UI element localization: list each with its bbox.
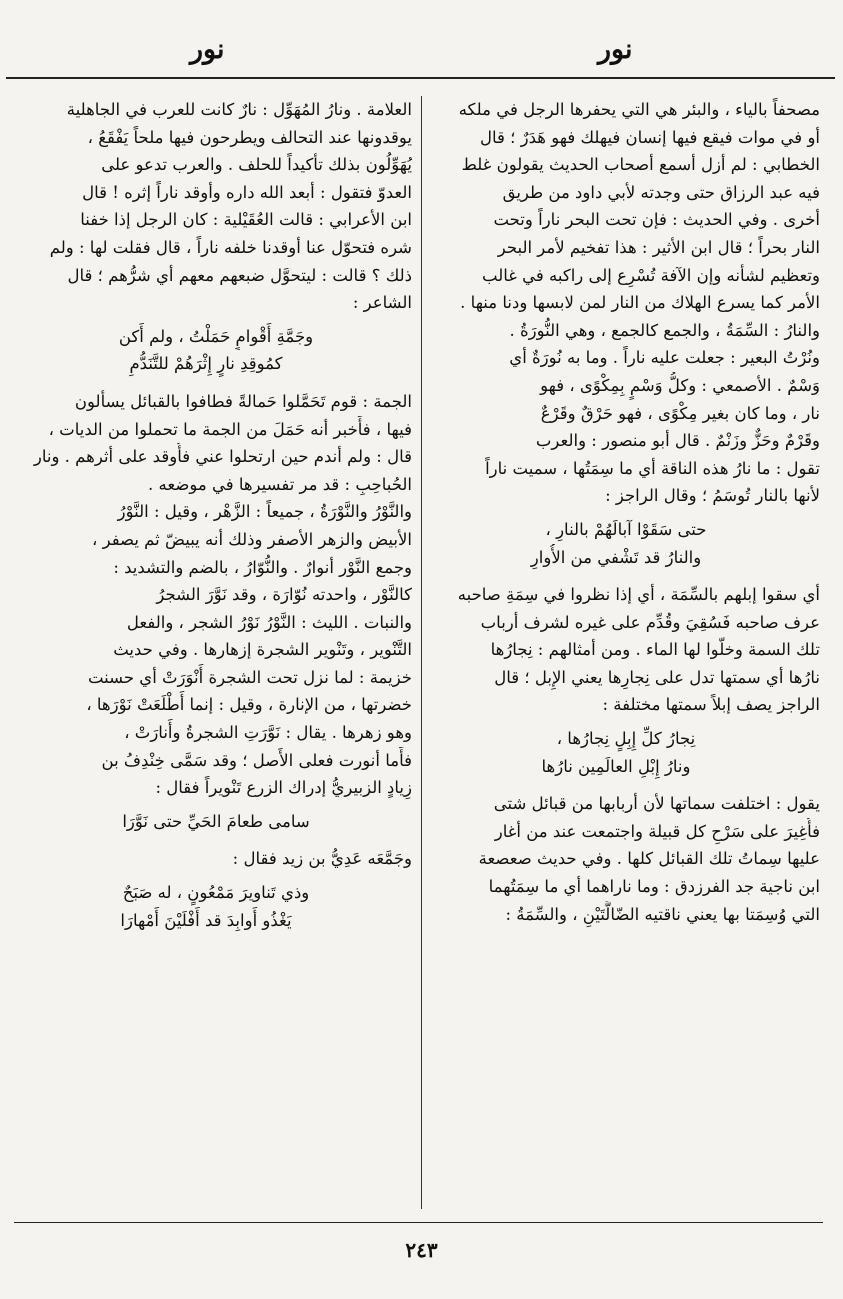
text-line: تقول : ما نارُ هذه الناقة أي ما سِمَتُها ، سميت ناراً: [485, 458, 820, 478]
verse-line: وذي تَناويرَ مَمْعُونٍ ، له صَبَحٌ: [122, 883, 310, 903]
text-line: والنبات . الليث : النَّوْرُ نَوْرُ الشجر ، والفعل: [126, 612, 412, 632]
text-line: ابن ناجية جد الفرزدق : وما ناراهما أي ما سِمَتُهما: [488, 877, 820, 897]
text-line: الخطابي : لم أزل أسمع أصحاب الحديث يقولون غلط: [461, 155, 820, 175]
text-line: ونُرْتُ البعير : جعلت عليه ناراً . وما به نُورَةٌ أي: [509, 348, 820, 368]
right-verse-2: [432, 725, 820, 780]
right-verse-1: [432, 516, 820, 571]
text-line: ابن الأعرابي : قالت العُقَيْلية : كان الرجل إذا خفنا: [80, 210, 412, 230]
text-line: الحُباحِبِ : قد مر تفسيرها في موضعه .: [148, 474, 412, 494]
verse-line: نِجارُ كلِّ إِبِلٍ نِجارُها ،: [556, 729, 696, 749]
verse-line: حتى سَقَوْا آبالَهُمْ بالنارِ ،: [545, 519, 707, 539]
left-para-1: [20, 96, 412, 317]
text-line: وقَرْمٌ وحَزٌّ وزَنْمٌ . قال أبو منصور : والعرب: [535, 431, 820, 451]
right-column: [432, 96, 820, 928]
text-line: يوقدونها عند التحالف ويطرحون فيها ملحاً يَفْقَعُ ،: [87, 127, 412, 147]
text-line: مصحفاً بالياء ، والبئر هي التي يحفرها الرجل في ملكه: [458, 100, 820, 119]
text-line: التَّنْوير ، وتَنْوير الشجرة إزهارها . وفي حديث: [113, 640, 412, 660]
text-line: الجمة : قوم تَحَمَّلوا حَمالةً فطافوا بالقبائل يسألون: [74, 391, 412, 411]
text-line: قال : ولم أندم حين ارتحلوا عني فأُوقد على أثرهم . ونار: [33, 447, 412, 467]
text-line: تلك السمة وخلّوا لها الماء . ومن أمثالهم : نِجارُها: [490, 640, 820, 660]
text-line: فيه عبد الرزاق حتى وجدته لأبي داود من طريق: [502, 182, 820, 202]
text-line: زِيادٍ الزبيريُّ إدراك الزرع تَنْويراً فقال :: [155, 778, 412, 798]
text-line: الأبيض والزهر الأصفر وذلك أنه يبيضّ ثم يصفر ،: [92, 529, 412, 549]
left-para-2: [20, 388, 412, 802]
column-divider: [421, 96, 422, 1209]
left-column: [20, 96, 412, 944]
header-word-right: نور: [598, 34, 633, 65]
text-line: وجَمَّعَه عَدِيُّ بن زيد فقال :: [232, 849, 412, 869]
top-rule: [6, 77, 835, 79]
page-number: ٢٤٣: [405, 1238, 438, 1262]
text-line: أي سقوا إبلهم بالسِّمَة ، أي إذا نظروا في سِمَةِ صاحبه: [457, 585, 820, 605]
text-line: نار ، وما كان بغير مِكْوًى ، فهو حَرْقٌ وقَرْعٌ: [540, 403, 820, 423]
text-line: الشاعر :: [352, 293, 412, 313]
right-para-2: [432, 581, 820, 719]
text-line: يقول : اختلفت سماتها لأن أربابها من قبائل شتى: [493, 794, 820, 814]
text-line: التي وُسِمَتا بها يعني ناقتيه الضّالَّتَيْنِ ، والسِّمَةُ :: [505, 904, 820, 924]
text-line: عرف صاحبه فَسُقِيَ وقُدِّم على غيره لشرف أرباب: [480, 612, 820, 632]
text-line: خزيمة : لما نزل تحت الشجرة أَنْوَرَتْ أي حسنت: [87, 667, 412, 687]
text-line: ذلك ؟ قالت : ليتحوَّل ضبعهم معهم أي شرُّهم ؛ قال: [67, 265, 412, 285]
text-line: الراجز يصف إبلاً سمتها مختلفة :: [602, 695, 820, 715]
text-line: أخرى . وفي الحديث : فإن تحت البحر ناراً وتحت: [493, 210, 820, 230]
text-line: عليها سِماتُ تلك القبائل كلها . وفي حديث صعصعة: [478, 849, 820, 869]
verse-line: والنارُ قد تَشْفي من الأُوارِ: [530, 547, 702, 567]
header-word-left: نور: [190, 34, 225, 65]
text-line: فأُغِيرَ على سَرْحِ كل قبيلة واجتمعت عند من أغار: [494, 821, 820, 841]
left-verse-3: [20, 879, 412, 934]
verse-line: ونارُ إِبْلِ العالَمِين نارُها: [541, 756, 691, 776]
verse-line: سامى طعامَ الحَيِّ حتى نَوَّرَا: [122, 811, 310, 831]
right-para-1: [432, 96, 820, 510]
text-line: نارُها أي سمتها تدل على نِجارِها يعني الإِبل ؛ قال: [494, 667, 820, 687]
text-line: شره فتحوّل عنا أوقدنا خلفه ناراً ، قال فقلت لها : ولم: [49, 237, 412, 257]
text-line: لأنها بالنار تُوسَمُ ؛ وقال الراجز :: [605, 486, 820, 506]
text-line: كالنَّوْر ، واحدته نُوّارَة ، وقد نَوَّرَ الشجرُ: [156, 585, 412, 605]
text-line: والنارُ : السِّمَةُ ، والجمع كالجمع ، وهي النُّورَةُ .: [509, 320, 820, 340]
bottom-rule: [14, 1222, 823, 1223]
text-line: فيها ، فأَخبر أنه حَمَلَ من الجمة ما تحملوا من الديات ،: [48, 419, 412, 439]
text-line: خضرتها ، من الإنارة ، وقيل : إنما أَطْلَعَتْ نَوْرَها ،: [86, 695, 412, 715]
text-line: العلامة . ونارُ المُهَوِّل : نارٌ كانت للعرب في الجاهلية: [66, 100, 412, 119]
verse-line: وجَمَّةِ أَقْوامٍ حَمَلْتُ ، ولم أَكن: [118, 326, 314, 346]
text-line: وَسْمٌ . الأصمعي : وكلُّ وَسْمٍ بِمِكْوًى ، فهو: [540, 375, 820, 395]
left-verse-2: [20, 808, 412, 836]
text-line: يُهَوِّلُون بذلك تأكيداً للحلف . والعرب تدعو على: [101, 155, 412, 175]
verse-line: كمُوقِدِ نارٍ إِثْرَهُمْ للتَّنَدُّمِ: [129, 354, 283, 374]
text-line: وجمع النَّوْر أنوارٌ . والنُّوّارُ ، بالضم والتشديد :: [113, 557, 412, 577]
text-line: فأَما أنورت فعلى الأَصل ؛ وقد سَمَّى خِنْدِفُ بن: [101, 750, 412, 770]
text-line: النار بحراً ؛ قال ابن الأثير : هذا تفخيم لأمر البحر: [497, 237, 820, 257]
text-line: أو في موات فيقع فيها إنسان فيهلك فهو هَدَرٌ ؛ قال: [480, 127, 820, 147]
verse-line: يَغْذُو أَوابِدَ قد أَفْلَيْنَ أَمْهارَا: [120, 910, 292, 930]
text-line: والنَّوْرُ والنَّوْرَةُ ، جميعاً : الزَّهْر ، وقيل : النَّوْرُ: [117, 502, 412, 522]
right-para-3: [432, 790, 820, 928]
left-para-3: [20, 845, 412, 873]
text-line: وتعظيم لشأنه وإن الآفة تُسْرِع إلى راكبه في غالب: [482, 265, 820, 285]
text-line: العدوّ فتقول : أبعد الله داره وأوقد ناراً إثره ! قال: [82, 182, 412, 202]
text-line: وهو زهرها . يقال : نَوَّرَتِ الشجرةُ وأَنارَتْ ،: [124, 723, 412, 743]
text-line: الأمر كما يسرع الهلاك من النار لمن لابسها ودنا منها .: [460, 293, 820, 313]
left-verse-1: [20, 323, 412, 378]
